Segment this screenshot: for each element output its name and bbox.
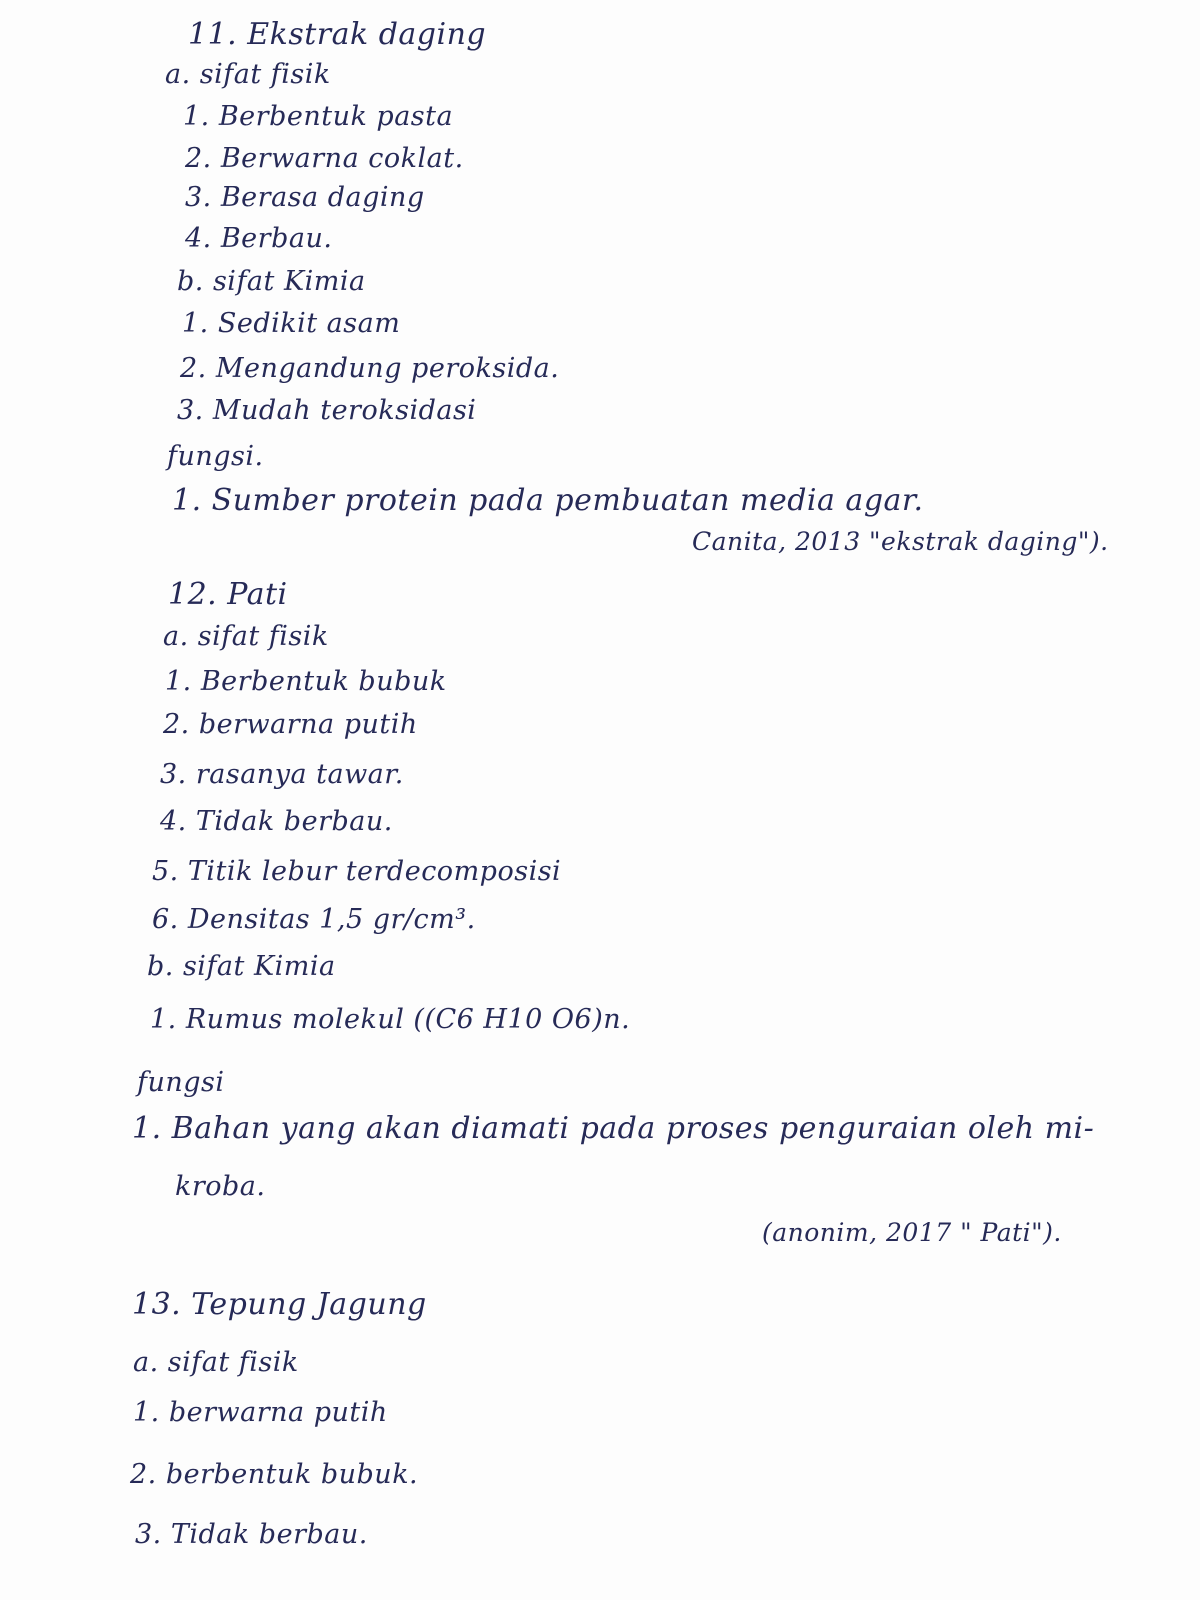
list-item: 2. Berwarna coklat. [185,143,464,174]
citation: Canita, 2013 "ekstrak daging"). [692,527,1109,556]
list-item: 4. Tidak berbau. [160,806,393,837]
list-item: 1. Bahan yang akan diamati pada proses penguraian oleh mi- [132,1111,1095,1146]
chemical-properties-title: b. sifat Kimia [147,951,336,982]
section-heading: 12. Pati [168,577,288,612]
list-item: 4. Berbau. [185,223,333,254]
function-title: fungsi. [167,441,264,472]
list-item: 2. berwarna putih [163,709,418,740]
list-item: 1. Sedikit asam [182,308,401,339]
list-item: 1. Rumus molekul ((C6 H10 O6)n. [150,1004,631,1035]
list-item: 3. Tidak berbau. [135,1519,368,1550]
physical-properties-title: a. sifat fisik [165,59,331,90]
list-item: 1. Berbentuk bubuk [165,666,447,697]
citation: (anonim, 2017 " Pati"). [762,1218,1062,1247]
list-item: 2. berbentuk bubuk. [130,1459,419,1490]
list-item: 1. berwarna putih [133,1397,388,1428]
list-item: 1. Berbentuk pasta [183,101,454,132]
list-item: 1. Sumber protein pada pembuatan media agar. [172,483,924,518]
section-heading: 13. Tepung Jagung [132,1287,427,1322]
list-item-continuation: kroba. [175,1171,266,1202]
chemical-properties-title: b. sifat Kimia [177,266,366,297]
list-item: 3. rasanya tawar. [160,759,404,790]
list-item: 3. Berasa daging [185,182,425,213]
physical-properties-title: a. sifat fisik [133,1347,299,1378]
physical-properties-title: a. sifat fisik [163,621,329,652]
list-item: 5. Titik lebur terdecomposisi [152,856,562,887]
list-item: 6. Densitas 1,5 gr/cm³. [152,904,476,935]
list-item: 2. Mengandung peroksida. [180,353,560,384]
section-heading: 11. Ekstrak daging [188,17,487,52]
list-item: 3. Mudah teroksidasi [177,395,477,426]
function-title: fungsi [137,1067,225,1098]
